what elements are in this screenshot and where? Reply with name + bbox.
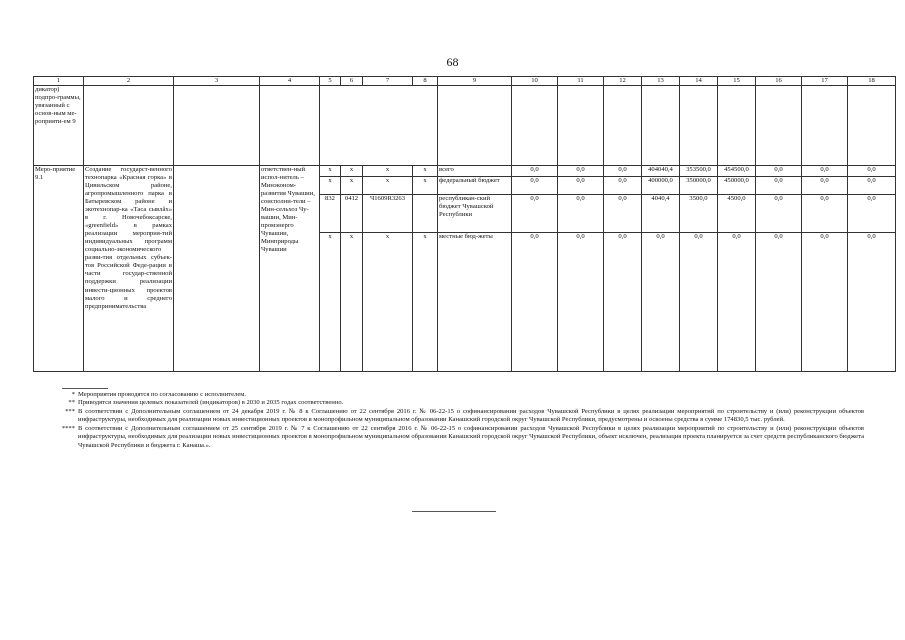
footnote-mark: *	[71, 391, 75, 398]
column-number: 7	[363, 77, 413, 86]
amount-cell: 454500,0	[718, 166, 756, 177]
budget-code-cell: x	[363, 177, 413, 195]
column-number: 13	[642, 77, 680, 86]
budget-code-cell: x	[341, 233, 363, 372]
footnote	[46, 399, 864, 407]
empty-cell	[604, 86, 642, 166]
amount-cell: 0,0	[756, 195, 802, 233]
amount-cell: 0,0	[642, 233, 680, 372]
amount-cell: 450000,0	[718, 177, 756, 195]
budget-code-cell: x	[320, 177, 341, 195]
amount-cell: 4500,0	[718, 195, 756, 233]
budget-code-cell	[413, 195, 438, 233]
footnote-text: Приводятся значения целевых показателей (индикаторов) в 2030 и 2035 годах соответственно.	[78, 399, 344, 407]
column-number: 14	[680, 77, 718, 86]
amount-cell: 0,0	[512, 195, 558, 233]
amount-cell: 0,0	[718, 233, 756, 372]
measure-col3	[174, 166, 260, 372]
funding-source: всего	[438, 166, 512, 177]
column-number: 8	[413, 77, 438, 86]
amount-cell: 0,0	[848, 195, 896, 233]
footnote	[46, 425, 864, 450]
amount-cell: 0,0	[756, 233, 802, 372]
empty-cell	[642, 86, 680, 166]
page-number: 68	[446, 55, 459, 69]
footnote-text: В соответствии с Дополнительным соглашением от 24 декабря 2019 г. № 8 к Соглашению от 22 сентября 2016 г. № 06-22-15 о софинансировании расходов Чувашской Республики в целях реализации мероприятий по строительству и (или) реконструкции объектов инфраструктуры, необходимых для реализации новых инвестиционных проектов в монопрофильном муниципальном образовании Канашский городской округ Чувашской Республики, предусмотрены и освоены средства в сумме 174830,5 тыс. рублей.	[78, 407, 864, 424]
budget-code-cell: 0412	[341, 195, 363, 233]
amount-cell: 0,0	[512, 166, 558, 177]
column-number: 15	[718, 77, 756, 86]
amount-cell: 0,0	[604, 177, 642, 195]
amount-cell: 0,0	[802, 195, 848, 233]
amount-cell: 353500,0	[680, 166, 718, 177]
measure-description: Создание государст-венного технопарка «Красная горка» в Цивильском районе, агропромышленного парка в Батыревском районе и экотехнопар-ка «Таса сывлăх» в г. Новочебоксарске, «greenfield» в рамках реализации мероприя-тий индивидуальных программ социально-экономического разви-тия отдельных субъек-тов Российской Феде-рации в части государ-ственной поддержки реализации инвести-ционных проектов малого и среднего предпринимательства	[84, 166, 174, 372]
amount-cell: 0,0	[680, 233, 718, 372]
footnote-separator	[62, 388, 108, 389]
budget-code-cell: x	[341, 177, 363, 195]
footnote-text: Мероприятия проводятся по согласованию с исполнителем.	[78, 391, 247, 398]
funding-row-total	[34, 166, 896, 177]
amount-cell: 0,0	[802, 166, 848, 177]
amount-cell: 0,0	[558, 195, 604, 233]
footnote-text: В соответствии с Дополнительным соглашением от 25 сентября 2019 г. № 7 к Соглашению от 22 сентября 2016 г. № 06-22-15 о софинансировании расходов Чувашской Республики в целях реализации мероприятий по строительству и (или) реконструкции объектов инфраструктуры, необходимых для реализации новых инвестиционных проектов в монопрофильном муниципальном образовании Канашский городской округ Чувашской Республики, объект исключен, реализация проекта планируется за счет средств республиканского бюджета Чувашской Республики и бюджета г. Канаша.».	[78, 424, 864, 449]
empty-cell	[260, 86, 320, 166]
amount-cell: 4040,4	[642, 195, 680, 233]
indicator-row	[34, 86, 896, 166]
amount-cell: 404040,4	[642, 166, 680, 177]
column-number: 18	[848, 77, 896, 86]
empty-cell	[84, 86, 174, 166]
budget-code-cell: x	[413, 166, 438, 177]
budget-code-cell: x	[363, 233, 413, 372]
amount-cell: 0,0	[604, 166, 642, 177]
amount-cell: 0,0	[604, 195, 642, 233]
empty-cell	[718, 86, 756, 166]
amount-cell: 0,0	[512, 177, 558, 195]
amount-cell: 400000,0	[642, 177, 680, 195]
amount-cell: 0,0	[848, 177, 896, 195]
empty-cell	[320, 86, 438, 166]
indicator-cell: дикатор) подпро-граммы, увязанный с основ-ным ме-роприяти-ем 9	[34, 86, 84, 166]
program-table	[33, 76, 896, 372]
budget-code-cell: x	[413, 233, 438, 372]
empty-cell	[802, 86, 848, 166]
empty-cell	[174, 86, 260, 166]
column-number: 5	[320, 77, 341, 86]
amount-cell: 0,0	[604, 233, 642, 372]
end-rule	[412, 511, 496, 512]
funding-source: федеральный бюджет	[438, 177, 512, 195]
budget-code-cell: x	[413, 177, 438, 195]
column-number: 12	[604, 77, 642, 86]
amount-cell: 0,0	[512, 233, 558, 372]
budget-code-cell: Ч1609R3263	[363, 195, 413, 233]
column-number: 17	[802, 77, 848, 86]
amount-cell: 0,0	[558, 233, 604, 372]
budget-code-cell: x	[341, 166, 363, 177]
empty-cell	[756, 86, 802, 166]
amount-cell: 0,0	[848, 233, 896, 372]
budget-code-cell: 832	[320, 195, 341, 233]
empty-cell	[512, 86, 558, 166]
amount-cell: 0,0	[558, 166, 604, 177]
column-number-row	[34, 77, 896, 86]
budget-code-cell: x	[363, 166, 413, 177]
empty-cell	[680, 86, 718, 166]
amount-cell: 0,0	[802, 233, 848, 372]
column-number: 2	[84, 77, 174, 86]
column-number: 11	[558, 77, 604, 86]
footnote	[46, 408, 864, 425]
budget-code-cell: x	[320, 233, 341, 372]
amount-cell: 0,0	[756, 177, 802, 195]
amount-cell: 350000,0	[680, 177, 718, 195]
column-number: 1	[34, 77, 84, 86]
column-number: 9	[438, 77, 512, 86]
empty-cell	[558, 86, 604, 166]
column-number: 3	[174, 77, 260, 86]
column-number: 10	[512, 77, 558, 86]
budget-code-cell: x	[320, 166, 341, 177]
footnote-mark: ***	[65, 407, 75, 415]
footnote-mark: ****	[61, 424, 75, 432]
amount-cell: 0,0	[848, 166, 896, 177]
footnote-mark: **	[68, 399, 75, 407]
empty-cell	[438, 86, 512, 166]
column-number: 4	[260, 77, 320, 86]
column-number: 6	[341, 77, 363, 86]
column-number: 16	[756, 77, 802, 86]
footnotes	[46, 391, 864, 450]
funding-source: республикан-ский бюджет Чувашской Республики	[438, 195, 512, 233]
measure-executor: ответствен-ный испол-нитель – Минэконом-развития Чувашии, соисполни-тели – Мин-сельхоз Чу-вашии, Мин-промэнерго Чувашии, Минприроды Чувашии	[260, 166, 320, 372]
amount-cell: 0,0	[558, 177, 604, 195]
amount-cell: 3500,0	[680, 195, 718, 233]
measure-number: Меро-приятие 9.1	[34, 166, 84, 372]
funding-source: местные бюд-жеты	[438, 233, 512, 372]
amount-cell: 0,0	[756, 166, 802, 177]
footnote	[46, 391, 864, 399]
amount-cell: 0,0	[802, 177, 848, 195]
empty-cell	[848, 86, 896, 166]
